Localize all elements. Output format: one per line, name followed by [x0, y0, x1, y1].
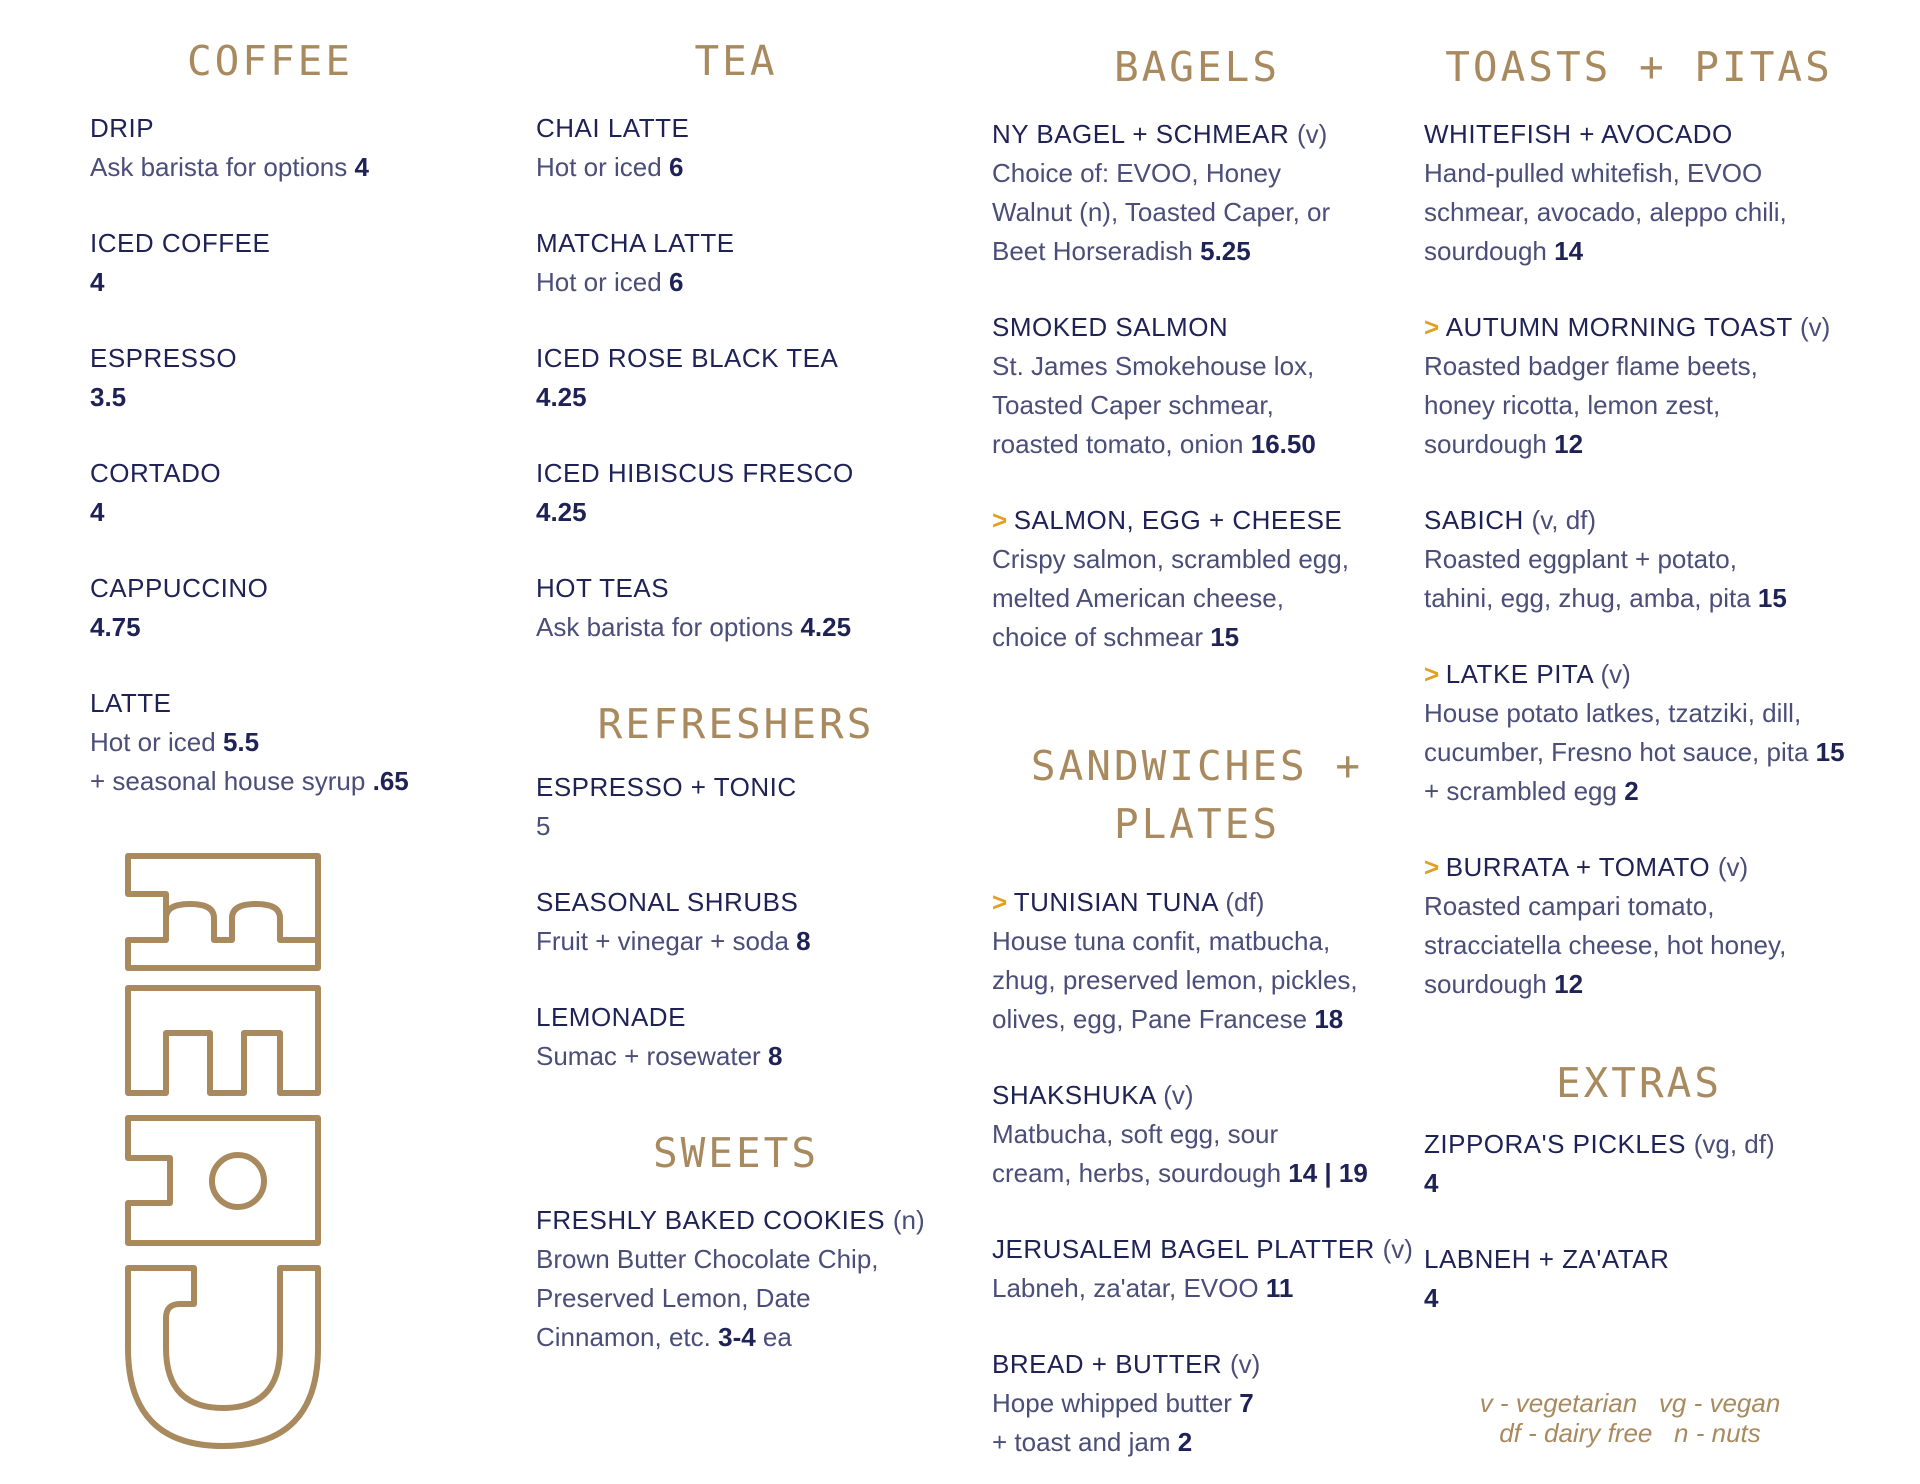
item-desc-line: Matbucha, soft egg, sour: [992, 1119, 1279, 1150]
item-name: SEASONAL SHRUBS: [536, 887, 799, 918]
item-desc: [992, 1154, 1422, 1193]
item-desc: [1424, 965, 1894, 1004]
menu-item-cortado: [90, 454, 510, 532]
item-desc: [90, 378, 510, 417]
item-desc-text: Hot or iced: [90, 727, 216, 758]
menu-item-ny-bagel: [992, 115, 1422, 271]
item-name-row: [992, 1230, 1422, 1269]
item-desc-text: Beet Horseradish: [992, 236, 1193, 267]
item-desc-line: Crispy salmon, scrambled egg,: [992, 544, 1349, 575]
item-desc-text: sourdough: [1424, 969, 1547, 1000]
item-tag: (v): [1717, 852, 1749, 883]
item-desc-text: olives, egg, Pane Francese: [992, 1004, 1308, 1035]
menu-item-espresso-tonic: [536, 768, 976, 846]
menu-item-shakshuka: [992, 1076, 1422, 1193]
coffee-title: COFFEE: [186, 37, 354, 85]
coffee-column: [90, 38, 510, 801]
item-name: ICED COFFEE: [90, 228, 271, 259]
item-price: 4.25: [536, 382, 587, 413]
item-tag: (v): [1600, 659, 1631, 690]
item-price: 12: [1554, 429, 1584, 460]
item-desc-line: St. James Smokehouse lox,: [992, 351, 1315, 382]
item-name: FRESHLY BAKED COOKIES: [536, 1205, 886, 1236]
menu-item-chai-latte: [536, 109, 976, 187]
item-price: 8: [796, 926, 811, 957]
menu-item-whitefish-avocado: [1424, 115, 1894, 271]
item-name: AUTUMN MORNING TOAST: [1445, 312, 1793, 343]
item-name: LATKE PITA: [1445, 659, 1593, 690]
item-name-row: [1424, 1125, 1894, 1164]
item-desc: [992, 1384, 1422, 1423]
item-desc: [536, 378, 976, 417]
item-desc-line: House tuna confit, matbucha,: [992, 926, 1331, 957]
tea-title: TEA: [694, 37, 778, 85]
menu-item-drip: [90, 109, 510, 187]
item-desc: [536, 807, 976, 846]
featured-arrow-icon: >: [1424, 659, 1440, 690]
item-name-row: [992, 1345, 1422, 1384]
menu-item-latte: [90, 684, 510, 801]
item-name: BURRATA + TOMATO: [1445, 852, 1711, 883]
refreshers-title: REFRESHERS: [597, 700, 875, 749]
item-desc-line: Choice of: EVOO, Honey: [992, 158, 1282, 189]
item-desc: [992, 425, 1422, 464]
sandwiches-title-line2: PLATES: [1113, 800, 1281, 849]
legend-line-2: df - dairy free n - nuts: [1499, 1418, 1761, 1448]
tea-column: [536, 38, 976, 1357]
item-price: 14 | 19: [1288, 1158, 1368, 1189]
item-name: DRIP: [90, 113, 155, 144]
item-name: SHAKSHUKA: [992, 1080, 1156, 1111]
menu-item-iced-coffee: [90, 224, 510, 302]
item-name: CORTADO: [90, 458, 222, 489]
item-desc-line: stracciatella cheese, hot honey,: [1424, 930, 1787, 961]
item-desc-line: honey ricotta, lemon zest,: [1424, 390, 1721, 421]
toasts-title: TOASTS + PITAS: [1445, 43, 1833, 91]
item-name: WHITEFISH + AVOCADO: [1424, 119, 1733, 150]
item-desc-text: choice of schmear: [992, 622, 1203, 653]
item-price: 4: [1424, 1283, 1439, 1314]
item-price: 5.5: [222, 727, 260, 758]
item-name: LEMONADE: [536, 1002, 686, 1033]
item-price: 4.25: [536, 497, 587, 528]
item-desc-text: Ask barista for options: [536, 612, 794, 643]
item-desc-text: Labneh, za'atar, EVOO: [992, 1273, 1259, 1304]
item-desc: [1424, 1164, 1894, 1203]
item-desc: [536, 922, 976, 961]
item-desc-text: Hope whipped butter: [992, 1388, 1232, 1419]
menu-item-cappuccino: [90, 569, 510, 647]
item-name-row: [992, 1076, 1422, 1115]
bagels-title: BAGELS: [1113, 43, 1281, 91]
item-tag: (v): [1800, 312, 1831, 343]
item-name-row: [992, 115, 1422, 154]
item-price: 5.25: [1200, 236, 1251, 267]
dietary-legend: [1400, 1388, 1860, 1448]
logo-letter-a-counter: [212, 1155, 264, 1207]
item-name-row: [536, 1201, 976, 1240]
item-name: JERUSALEM BAGEL PLATTER: [992, 1234, 1375, 1265]
sandwiches-title: [992, 737, 1402, 853]
item-extra-text: + seasonal house syrup: [90, 766, 366, 797]
item-name-row: [1424, 308, 1894, 347]
menu-item-iced-hibiscus-fresco: [536, 454, 976, 532]
item-name: BREAD + BUTTER: [992, 1349, 1223, 1380]
item-price: 14: [1554, 236, 1584, 267]
item-desc: [1424, 733, 1894, 772]
item-extra-price: 2: [1177, 1427, 1193, 1458]
menu-item-jerusalem-bagel-platter: [992, 1230, 1422, 1308]
item-desc: [1424, 232, 1894, 271]
item-desc: [536, 148, 976, 187]
sweets-title: SWEETS: [652, 1129, 820, 1178]
menu-item-tunisian-tuna: [992, 883, 1422, 1039]
item-desc: [536, 1318, 976, 1357]
item-name: SMOKED SALMON: [992, 312, 1229, 343]
menu-item-lemonade: [536, 998, 976, 1076]
item-desc: [90, 148, 510, 187]
featured-arrow-icon: >: [1424, 312, 1440, 343]
item-name: SABICH: [1424, 505, 1524, 536]
item-extra-text: + scrambled egg: [1424, 776, 1617, 807]
menu-item-matcha-latte: [536, 224, 976, 302]
logo-letter-c: [128, 1268, 318, 1446]
item-price: 3-4: [718, 1322, 756, 1353]
item-price: 16.50: [1250, 429, 1316, 460]
item-desc-line: Roasted eggplant + potato,: [1424, 544, 1737, 575]
item-price: 15: [1210, 622, 1240, 653]
item-extra-price: .65: [372, 766, 409, 797]
item-tag: (df): [1225, 887, 1265, 918]
item-extra: [90, 762, 510, 801]
menu-item-zipporas-pickles: [1424, 1125, 1894, 1203]
item-price-suffix: ea: [762, 1322, 792, 1353]
item-desc: [536, 1037, 976, 1076]
logo-letter-e-bars: [166, 904, 318, 940]
sandwiches-title-line1: SANDWICHES +: [1030, 742, 1364, 791]
item-name: LABNEH + ZA'ATAR: [1424, 1244, 1670, 1275]
item-desc-text: roasted tomato, onion: [992, 429, 1244, 460]
toasts-column: [1424, 44, 1894, 1318]
item-desc-text: Ask barista for options: [90, 152, 348, 183]
item-desc: [90, 723, 510, 762]
item-name: ICED ROSE BLACK TEA: [536, 343, 839, 374]
item-desc-line: melted American cheese,: [992, 583, 1284, 614]
menu-item-sabich: [1424, 501, 1894, 618]
item-name: LATTE: [90, 688, 172, 719]
item-desc-text: Cinnamon, etc.: [536, 1322, 711, 1353]
item-name: CHAI LATTE: [536, 113, 690, 144]
item-tag: (n): [892, 1205, 925, 1236]
logo-letter-f: [128, 988, 318, 1093]
item-price: 5: [536, 811, 551, 842]
item-desc-line: Roasted campari tomato,: [1424, 891, 1715, 922]
item-desc: [992, 1269, 1422, 1308]
item-desc: [992, 1000, 1422, 1039]
item-name: SALMON, EGG + CHEESE: [1013, 505, 1343, 536]
item-name: ESPRESSO + TONIC: [536, 772, 797, 803]
menu-item-iced-rose-black-tea: [536, 339, 976, 417]
item-tag: (v): [1382, 1234, 1413, 1265]
item-price: 4.25: [800, 612, 852, 643]
item-tag: (v): [1163, 1080, 1194, 1111]
item-price: 18: [1314, 1004, 1344, 1035]
item-desc-line: Preserved Lemon, Date: [536, 1283, 811, 1314]
item-name: CAPPUCCINO: [90, 573, 269, 604]
item-name: HOT TEAS: [536, 573, 670, 604]
item-desc-line: zhug, preserved lemon, pickles,: [992, 965, 1358, 996]
menu-item-cookies: [536, 1201, 976, 1357]
item-desc-text: Fruit + vinegar + soda: [536, 926, 789, 957]
item-desc-text: Hot or iced: [536, 152, 662, 183]
item-tag: (v): [1229, 1349, 1261, 1380]
item-price: 11: [1265, 1273, 1294, 1304]
item-tag: (v, df): [1531, 505, 1597, 536]
menu-item-burrata-tomato: [1424, 848, 1894, 1004]
item-name: ICED HIBISCUS FRESCO: [536, 458, 854, 489]
item-price: 8: [767, 1041, 783, 1072]
menu-item-bread-butter: [992, 1345, 1422, 1462]
item-extra-price: 2: [1624, 776, 1639, 807]
logo-letter-a: [128, 1118, 318, 1243]
item-desc-line: Toasted Caper schmear,: [992, 390, 1274, 421]
featured-arrow-icon: >: [1424, 852, 1440, 883]
item-name-row: [1424, 655, 1894, 694]
item-desc: [992, 618, 1422, 657]
item-desc-line: Brown Butter Chocolate Chip,: [536, 1244, 879, 1275]
item-tag: (v): [1297, 119, 1328, 150]
item-price: 6: [668, 152, 684, 183]
featured-arrow-icon: >: [992, 505, 1008, 536]
item-name-row: [1424, 848, 1894, 887]
menu-item-hot-teas: [536, 569, 976, 647]
item-desc: [1424, 579, 1894, 618]
item-name: NY BAGEL + SCHMEAR: [992, 119, 1290, 150]
menu-item-seasonal-shrubs: [536, 883, 976, 961]
item-desc: [1424, 425, 1894, 464]
item-price: 12: [1554, 969, 1584, 1000]
item-desc-text: cream, herbs, sourdough: [992, 1158, 1282, 1189]
item-desc-text: Hot or iced: [536, 267, 662, 298]
item-desc-line: Hand-pulled whitefish, EVOO: [1424, 158, 1763, 189]
item-desc: [90, 263, 510, 302]
item-name: ZIPPORA'S PICKLES: [1424, 1129, 1686, 1160]
item-desc: [1424, 1279, 1894, 1318]
item-desc: [536, 493, 976, 532]
extras-title: EXTRAS: [1555, 1059, 1723, 1108]
item-desc: [536, 263, 976, 302]
item-name: TUNISIAN TUNA: [1013, 887, 1218, 918]
menu-item-autumn-morning-toast: [1424, 308, 1894, 464]
item-name-row: [992, 501, 1422, 540]
bagels-column: [992, 44, 1422, 1462]
item-price: 3.5: [90, 382, 127, 413]
item-price: 4: [90, 497, 105, 528]
item-extra: [992, 1423, 1422, 1462]
item-desc-line: House potato latkes, tzatziki, dill,: [1424, 698, 1802, 729]
item-desc-line: Walnut (n), Toasted Caper, or: [992, 197, 1331, 228]
item-desc-text: Sumac + rosewater: [536, 1041, 761, 1072]
item-price: 7: [1239, 1388, 1254, 1419]
item-desc-line: Roasted badger flame beets,: [1424, 351, 1758, 382]
item-desc: [536, 608, 976, 647]
menu-item-labneh-zaatar: [1424, 1240, 1894, 1318]
item-name: MATCHA LATTE: [536, 228, 735, 259]
item-price: 4: [354, 152, 369, 183]
item-desc-text: cucumber, Fresno hot sauce, pita: [1424, 737, 1809, 768]
logo-letter-e: [128, 856, 318, 968]
menu-item-espresso: [90, 339, 510, 417]
item-name-row: [1424, 501, 1894, 540]
item-desc-text: sourdough: [1424, 236, 1547, 267]
item-price: 4: [90, 267, 105, 298]
item-desc-text: sourdough: [1424, 429, 1547, 460]
item-price: 6: [668, 267, 684, 298]
menu-item-smoked-salmon: [992, 308, 1422, 464]
featured-arrow-icon: >: [992, 887, 1008, 918]
item-price: 15: [1757, 583, 1787, 614]
item-tag: (vg, df): [1693, 1129, 1775, 1160]
item-desc-line: schmear, avocado, aleppo chili,: [1424, 197, 1787, 228]
item-name-row: [992, 883, 1422, 922]
item-extra-text: + toast and jam: [992, 1427, 1171, 1458]
menu-item-latke-pita: [1424, 655, 1894, 811]
item-price: 4.75: [90, 612, 141, 643]
item-name: ESPRESSO: [90, 343, 238, 374]
menu-item-salmon-egg-cheese: [992, 501, 1422, 657]
item-desc-text: tahini, egg, zhug, amba, pita: [1424, 583, 1751, 614]
item-price: 15: [1815, 737, 1845, 768]
item-price: 4: [1424, 1168, 1439, 1199]
item-desc: [90, 493, 510, 532]
item-desc: [90, 608, 510, 647]
item-extra: [1424, 772, 1894, 811]
legend-line-1: v - vegetarian vg - vegan: [1479, 1388, 1781, 1418]
cafe-logo: [110, 848, 330, 1458]
item-desc: [992, 232, 1422, 271]
